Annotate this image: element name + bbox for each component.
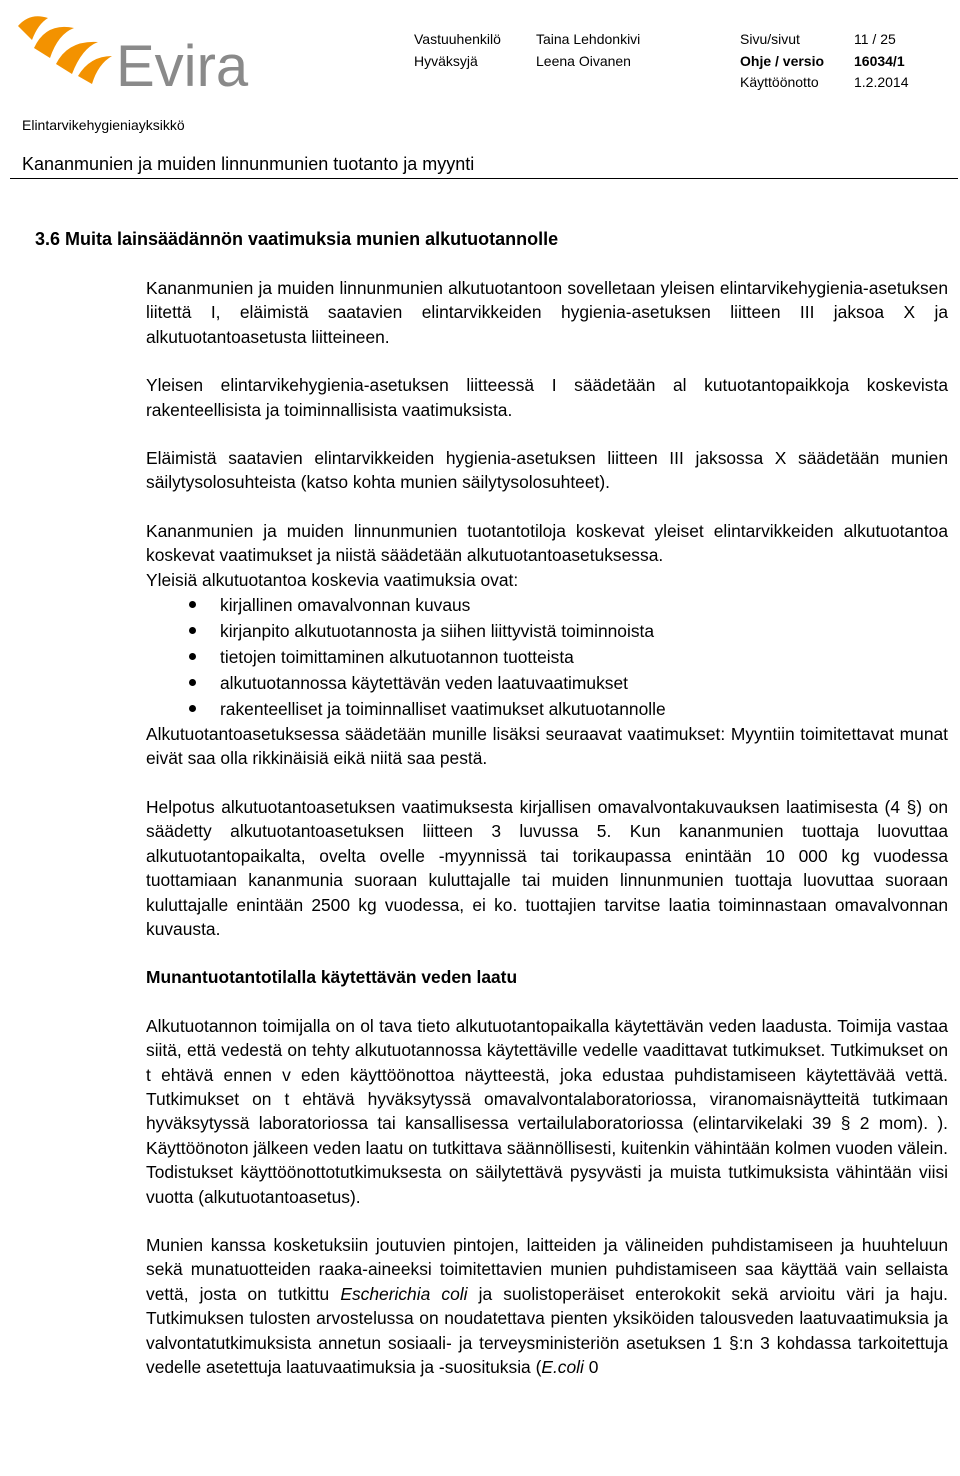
bullet-icon <box>189 627 196 634</box>
section-body <box>146 276 948 1379</box>
paragraph-4-intro: Yleisiä alkutuotantoa koskevia vaatimuksia ovat: <box>146 569 519 590</box>
responsible-value: Taina Lehdonkivi <box>536 31 641 47</box>
version-label: Ohje / versio <box>740 52 825 69</box>
page-value: 11 / 25 <box>854 31 896 47</box>
paragraph-4: Kananmunien ja muiden linnunmunien tuotantotiloja koskevat yleiset elintarvikkeiden alkutuotantoa koskevat vaatimukset ja niistä säädetään alkutuotantoasetuksessa. <box>146 520 948 566</box>
list-item: alkutuotannossa käytettävän veden laatuvaatimukset <box>146 670 948 696</box>
species-abbrev: E.coli <box>541 1357 584 1377</box>
paragraph-3: Eläimistä saatavien elintarvikkeiden hygienia-asetuksen liitteen III jaksossa X säädetään munien säilytysolosuhteista (katso kohta munien säilytysolosuhteet). <box>146 448 948 493</box>
version-value: 16034/1 <box>854 52 905 69</box>
list-item: rakenteelliset ja toiminnalliset vaatimukset alkutuotannolle <box>146 696 948 722</box>
requirements-list <box>146 592 948 722</box>
bullet-icon <box>189 653 196 660</box>
logo-mark <box>18 16 112 84</box>
unit-name: Elintarvikehygieniayksikkö <box>22 117 185 133</box>
paragraph-8: Munien kanssa kosketuksiin joutuvien pintojen, laitteiden ja välineiden puhdistamiseen ja huuhteluun sekä munatuotteiden raaka-aineeksi toimitettavien munien puhdistamiseen saa käyttää vain sellaista vettä, josta on tutkittu Escherichia coli ja suolistoperäiset enterokokit sekä arvioitu väri ja haju. Tutkimuksen tulosten arvostelussa on noudatettava pienten yksiköiden talousveden laatuvaatimuksia ja valvontatutkimuksista annetun sosiaali- ja terveysministeriön asetuksen 1 §:n 3 kohdassa tarkoitettuja vedelle asetettuja laatuvaatimuksia ja -suosituksia (E.coli 0 <box>146 1234 949 1377</box>
list-item: tietojen toimittaminen alkutuotannon tuotteista <box>146 644 948 670</box>
date-value: 1.2.2014 <box>854 74 909 90</box>
list-item: kirjanpito alkutuotannosta ja siihen liittyvistä toiminnoista <box>146 618 948 644</box>
bullet-icon <box>189 601 196 608</box>
responsible-label: Vastuuhenkilö <box>414 31 501 47</box>
water-quality-heading: Munantuotantotilalla käytettävän veden laatu <box>146 967 518 988</box>
evira-logo <box>12 12 262 92</box>
document-title: Kananmunien ja muiden linnunmunien tuotanto ja myynti <box>22 154 475 174</box>
page-label: Sivu/sivut <box>740 31 800 47</box>
section-heading: 3.6 Muita lainsäädännön vaatimuksia munien alkutuotannolle <box>35 229 559 249</box>
logo-text: Evira <box>116 34 249 92</box>
document-header <box>0 0 960 180</box>
approver-label: Hyväksyjä <box>414 52 478 69</box>
paragraph-2: Yleisen elintarvikehygienia-asetuksen liitteessä I säädetään al kutuotantopaikkoja koskevista rakenteellisista ja toiminnallisista vaatimuksista. <box>146 375 948 420</box>
species-name: Escherichia coli <box>340 1283 468 1304</box>
paragraph-7: Alkutuotannon toimijalla on ol tava tieto alkutuotantopaikalla käytettävän veden laadusta. Toimija vastaa siitä, että vedestä on tehty alkutuotannossa käytettäville vedelle vaadittavat tutkimukset. Tutkimukset on t ehtävä ennen v eden käyttöönottoa näytteestä, joka edustaa puhdistamiseen käytettävää vettä. Tutkimukset on t ehtävä hyväksytyssä omavalvontalaboratoriossa, viranomaisnäytteitä tutkimaan hyväksytyssä laboratoriossa tai kansallisessa vertailulaboratoriossa (elintarvikelaki 39 § 2 mom). ). Käyttöönoton jälkeen veden laatu on tutkittava säännöllisesti, kuitenkin vähintään kolmen vuoden välein. Todistukset käyttöönottotutkimuksesta on säilytettävä pysyvästi ja muista tutkimuksista vähintään viisi vuotta (alkutuotantoasetus). <box>146 1015 948 1207</box>
header-divider <box>10 178 958 179</box>
date-label: Käyttöönotto <box>740 74 819 90</box>
bullet-icon <box>189 705 196 712</box>
paragraph-6: Helpotus alkutuotantoasetuksen vaatimuksesta kirjallisen omavalvontakuvauksen laatimisesta (4 §) on säädetty alkutuotantoasetuksen liitteen 3 luvussa 5. Kun kananmunien tuottaja luovuttaa alkutuotantopaikalta, ovelta ovelle -myynnissä tai torikaupassa enintään 10 000 kg vuodessa tuottamiaan kananmunia suoraan kuluttajalle tai muiden linnunmunien tuottaja luovuttaa suoraan kuluttajalle enintään 2500 kg vuodessa, ei ko. tuottajien tarvitse laatia toiminnastaan omavalvonnan kuvausta. <box>146 796 948 939</box>
bullet-icon <box>189 679 196 686</box>
paragraph-5: Alkutuotantoasetuksessa säädetään munille lisäksi seuraavat vaatimukset: Myyntiin toimitettavat munat eivät saa olla rikkinäisiä eikä niitä saa pestä. <box>146 724 948 769</box>
paragraph-1: Kananmunien ja muiden linnunmunien alkutuotantoon sovelletaan yleisen elintarvikehygienia-asetuksen liitettä I, eläimistä saatavien elintarvikkeiden hygienia-asetuksen liitteen III jaksoa X ja alkutuotantoasetusta liitteineen. <box>146 278 948 347</box>
list-item: kirjallinen omavalvonnan kuvaus <box>146 592 948 618</box>
approver-value: Leena Oivanen <box>536 52 631 69</box>
